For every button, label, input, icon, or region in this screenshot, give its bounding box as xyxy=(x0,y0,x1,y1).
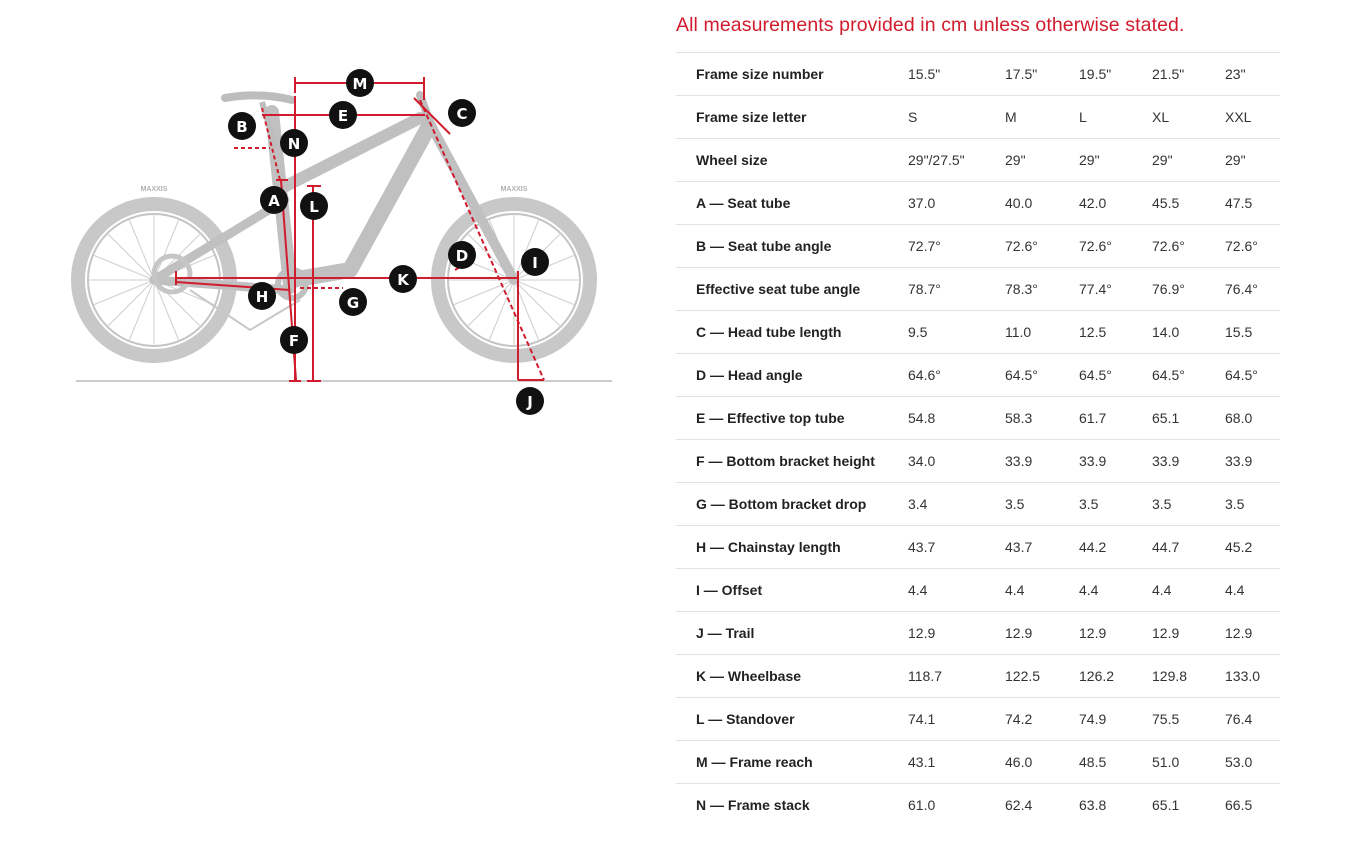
table-cell: 72.6° xyxy=(1005,225,1079,268)
table-cell: 72.7° xyxy=(908,225,1005,268)
svg-text:C: C xyxy=(456,105,468,123)
table-cell: 76.4° xyxy=(1225,268,1280,311)
table-cell: 29"/27.5" xyxy=(908,139,1005,182)
table-cell: 12.9 xyxy=(1005,612,1079,655)
table-row xyxy=(676,268,1280,311)
table-cell: 72.6° xyxy=(1079,225,1152,268)
table-cell: 9.5 xyxy=(908,311,1005,354)
table-cell: 61.0 xyxy=(908,784,1005,827)
marker-a-icon xyxy=(260,186,288,214)
svg-text:J: J xyxy=(527,393,533,411)
table-cell: 129.8 xyxy=(1152,655,1225,698)
table-cell: 23" xyxy=(1225,53,1280,96)
table-cell: 44.2 xyxy=(1079,526,1152,569)
table-cell: 4.4 xyxy=(1079,569,1152,612)
table-cell: 4.4 xyxy=(1152,569,1225,612)
table-cell: 12.9 xyxy=(1079,612,1152,655)
rear-tire-brand: MAXXIS xyxy=(140,186,168,193)
table-cell: 40.0 xyxy=(1005,182,1079,225)
table-cell: 42.0 xyxy=(1079,182,1152,225)
svg-text:I: I xyxy=(532,254,538,272)
table-cell: 29" xyxy=(1005,139,1079,182)
table-cell: 48.5 xyxy=(1079,741,1152,784)
table-cell: 72.6° xyxy=(1152,225,1225,268)
row-label: N — Frame stack xyxy=(676,784,908,827)
marker-f-icon xyxy=(280,326,308,354)
table-row xyxy=(676,784,1280,827)
table-cell: 68.0 xyxy=(1225,397,1280,440)
table-cell: 122.5 xyxy=(1005,655,1079,698)
table-cell: 64.5° xyxy=(1152,354,1225,397)
table-cell: 78.7° xyxy=(908,268,1005,311)
table-cell: L xyxy=(1079,96,1152,139)
table-cell: 15.5" xyxy=(908,53,1005,96)
table-row xyxy=(676,741,1280,784)
row-label: E — Effective top tube xyxy=(676,397,908,440)
table-cell: 4.4 xyxy=(908,569,1005,612)
table-cell: 17.5" xyxy=(1005,53,1079,96)
table-cell: 4.4 xyxy=(1005,569,1079,612)
table-cell: 74.1 xyxy=(908,698,1005,741)
table-cell: 66.5 xyxy=(1225,784,1280,827)
bike-geometry-diagram xyxy=(60,60,630,430)
table-row xyxy=(676,526,1280,569)
table-cell: 54.8 xyxy=(908,397,1005,440)
table-row xyxy=(676,225,1280,268)
table-row xyxy=(676,440,1280,483)
marker-m-icon xyxy=(346,69,374,97)
table-cell: 43.1 xyxy=(908,741,1005,784)
table-cell: 12.5 xyxy=(1079,311,1152,354)
table-row xyxy=(676,397,1280,440)
marker-l-icon xyxy=(300,192,328,220)
table-cell: 45.2 xyxy=(1225,526,1280,569)
table-cell: 15.5 xyxy=(1225,311,1280,354)
svg-text:K: K xyxy=(397,271,409,289)
marker-n-icon xyxy=(280,129,308,157)
row-label: F — Bottom bracket height xyxy=(676,440,908,483)
marker-b-icon xyxy=(228,112,256,140)
marker-h-icon xyxy=(248,282,276,310)
table-cell: 126.2 xyxy=(1079,655,1152,698)
row-label: B — Seat tube angle xyxy=(676,225,908,268)
table-row xyxy=(676,53,1280,96)
row-label: Frame size letter xyxy=(676,96,908,139)
table-row xyxy=(676,139,1280,182)
marker-j-icon xyxy=(516,387,544,415)
row-label: L — Standover xyxy=(676,698,908,741)
table-row xyxy=(676,612,1280,655)
table-cell: XL xyxy=(1152,96,1225,139)
measurement-note: All measurements provided in cm unless otherwise stated. xyxy=(676,14,1185,36)
row-label: Wheel size xyxy=(676,139,908,182)
svg-text:E: E xyxy=(337,107,349,125)
table-cell: 33.9 xyxy=(1152,440,1225,483)
table-cell: 47.5 xyxy=(1225,182,1280,225)
row-label: Frame size number xyxy=(676,53,908,96)
svg-text:M: M xyxy=(352,75,368,93)
table-cell: 77.4° xyxy=(1079,268,1152,311)
table-cell: S xyxy=(908,96,1005,139)
svg-text:G: G xyxy=(346,294,360,312)
table-cell: 64.5° xyxy=(1079,354,1152,397)
svg-text:A: A xyxy=(268,192,280,210)
table-cell: 44.7 xyxy=(1152,526,1225,569)
svg-text:B: B xyxy=(236,118,248,136)
svg-text:D: D xyxy=(455,247,469,265)
table-cell: 63.8 xyxy=(1079,784,1152,827)
table-cell: 29" xyxy=(1152,139,1225,182)
svg-text:F: F xyxy=(288,332,300,350)
table-cell: 133.0 xyxy=(1225,655,1280,698)
marker-k-icon xyxy=(389,265,417,293)
marker-g-icon xyxy=(339,288,367,316)
table-cell: 33.9 xyxy=(1005,440,1079,483)
row-label: H — Chainstay length xyxy=(676,526,908,569)
table-row xyxy=(676,698,1280,741)
table-cell: 78.3° xyxy=(1005,268,1079,311)
row-label: Effective seat tube angle xyxy=(676,268,908,311)
row-label: M — Frame reach xyxy=(676,741,908,784)
marker-i-icon xyxy=(521,248,549,276)
table-cell: 3.5 xyxy=(1225,483,1280,526)
table-cell: 3.5 xyxy=(1079,483,1152,526)
table-row xyxy=(676,354,1280,397)
table-cell: 29" xyxy=(1079,139,1152,182)
table-cell: 74.9 xyxy=(1079,698,1152,741)
bike-illustration xyxy=(78,95,590,356)
table-cell: 3.5 xyxy=(1152,483,1225,526)
svg-text:L: L xyxy=(309,198,319,216)
table-row xyxy=(676,311,1280,354)
table-cell: 46.0 xyxy=(1005,741,1079,784)
table-cell: 72.6° xyxy=(1225,225,1280,268)
table-cell: 12.9 xyxy=(1152,612,1225,655)
table-cell: 45.5 xyxy=(1152,182,1225,225)
table-cell: 3.5 xyxy=(1005,483,1079,526)
row-label: K — Wheelbase xyxy=(676,655,908,698)
table-cell: 4.4 xyxy=(1225,569,1280,612)
marker-c-icon xyxy=(448,99,476,127)
table-cell: 33.9 xyxy=(1225,440,1280,483)
row-label: G — Bottom bracket drop xyxy=(676,483,908,526)
table-cell: 65.1 xyxy=(1152,397,1225,440)
table-cell: 61.7 xyxy=(1079,397,1152,440)
table-cell: 37.0 xyxy=(908,182,1005,225)
row-label: J — Trail xyxy=(676,612,908,655)
front-tire-brand: MAXXIS xyxy=(500,186,528,193)
row-label: I — Offset xyxy=(676,569,908,612)
table-row xyxy=(676,182,1280,225)
table-cell: 62.4 xyxy=(1005,784,1079,827)
table-cell: 74.2 xyxy=(1005,698,1079,741)
table-cell: 12.9 xyxy=(908,612,1005,655)
table-cell: 11.0 xyxy=(1005,311,1079,354)
svg-text:N: N xyxy=(287,135,301,153)
table-cell: 33.9 xyxy=(1079,440,1152,483)
table-cell: 3.4 xyxy=(908,483,1005,526)
table-cell: 51.0 xyxy=(1152,741,1225,784)
table-cell: 75.5 xyxy=(1152,698,1225,741)
table-row xyxy=(676,655,1280,698)
table-cell: 118.7 xyxy=(908,655,1005,698)
row-label: D — Head angle xyxy=(676,354,908,397)
table-cell: 43.7 xyxy=(1005,526,1079,569)
table-row xyxy=(676,96,1280,139)
table-cell: M xyxy=(1005,96,1079,139)
table-cell: 19.5" xyxy=(1079,53,1152,96)
table-cell: 76.9° xyxy=(1152,268,1225,311)
row-label: C — Head tube length xyxy=(676,311,908,354)
svg-text:H: H xyxy=(255,288,269,306)
table-cell: 53.0 xyxy=(1225,741,1280,784)
table-row xyxy=(676,569,1280,612)
table-cell: 76.4 xyxy=(1225,698,1280,741)
table-cell: 34.0 xyxy=(908,440,1005,483)
table-cell: 43.7 xyxy=(908,526,1005,569)
table-cell: 14.0 xyxy=(1152,311,1225,354)
table-cell: 64.6° xyxy=(908,354,1005,397)
marker-e-icon xyxy=(329,101,357,129)
table-cell: 64.5° xyxy=(1005,354,1079,397)
table-cell: 64.5° xyxy=(1225,354,1280,397)
table-row xyxy=(676,483,1280,526)
geometry-table xyxy=(676,52,1280,826)
row-label: A — Seat tube xyxy=(676,182,908,225)
table-cell: 21.5" xyxy=(1152,53,1225,96)
table-cell: XXL xyxy=(1225,96,1280,139)
table-cell: 29" xyxy=(1225,139,1280,182)
marker-d-icon xyxy=(448,241,476,269)
table-cell: 58.3 xyxy=(1005,397,1079,440)
table-cell: 65.1 xyxy=(1152,784,1225,827)
table-cell: 12.9 xyxy=(1225,612,1280,655)
